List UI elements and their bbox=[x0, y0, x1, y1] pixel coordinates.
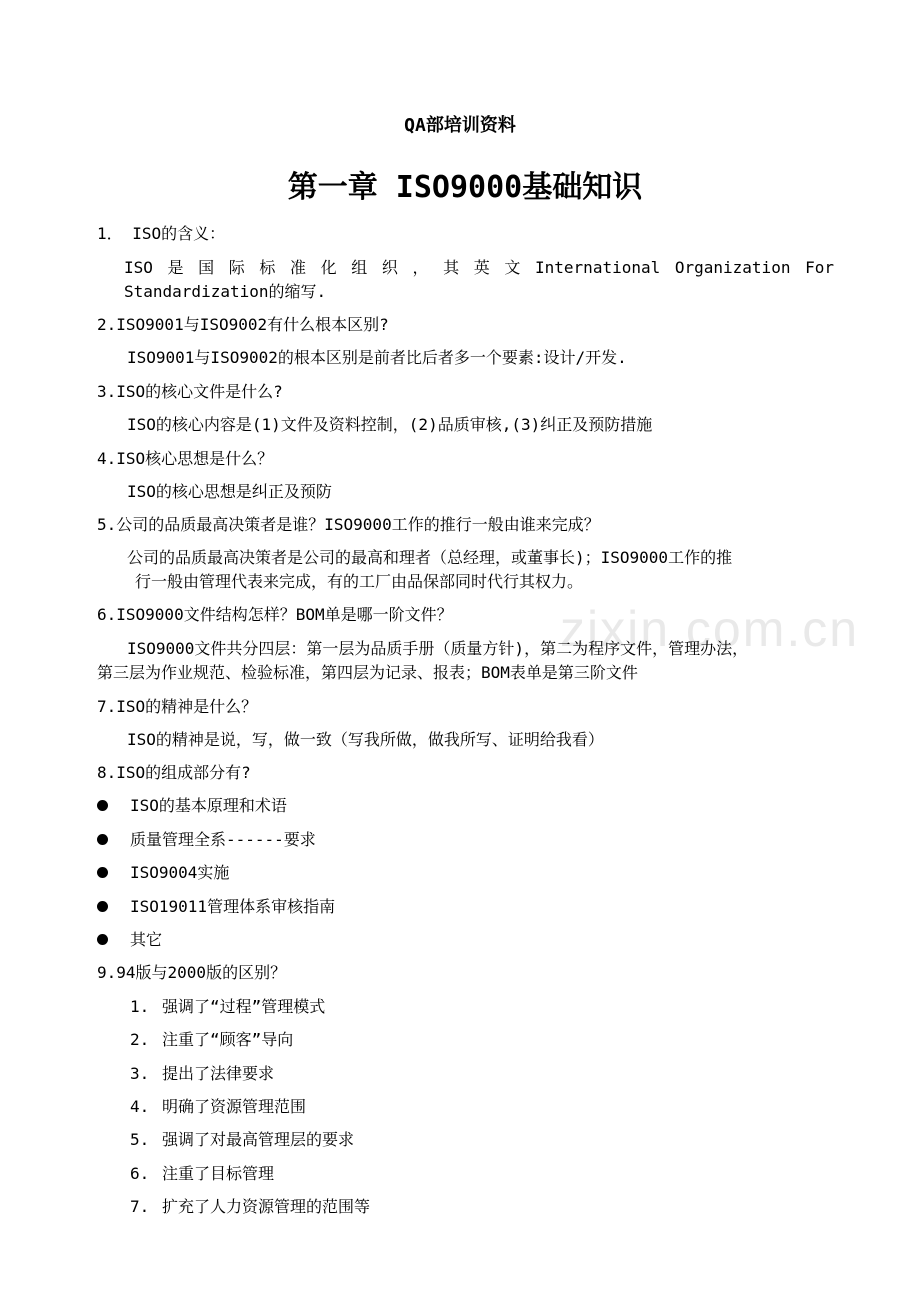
list-number: 1. bbox=[130, 997, 150, 1016]
answer-1-word: Organization bbox=[674, 258, 791, 277]
list-item: 其它 bbox=[130, 930, 163, 949]
answer-1-word: 标 bbox=[259, 258, 276, 277]
answer-6-line-1: ISO9000文件共分四层：第一层为品质手册（质量方针)，第二为程序文件，管理办法， bbox=[127, 639, 749, 658]
question-9: 9.94版与2000版的区别？ bbox=[97, 963, 287, 982]
question-2: 2.ISO9001与ISO9002有什么根本区别? bbox=[97, 315, 389, 334]
list-item: 扩充了人力资源管理的范围等 bbox=[162, 1197, 371, 1216]
question-7: 7.ISO的精神是什么？ bbox=[97, 697, 258, 716]
list-item: 提出了法律要求 bbox=[162, 1064, 275, 1083]
answer-2: ISO9001与ISO9002的根本区别是前者比后者多一个要素:设计/开发. bbox=[127, 348, 627, 367]
list-item: ISO9004实施 bbox=[130, 863, 230, 882]
answer-4: ISO的核心思想是纠正及预防 bbox=[127, 482, 332, 501]
answer-1-word: ISO bbox=[124, 258, 153, 277]
bullet-icon bbox=[97, 934, 108, 945]
answer-1-word: 化 bbox=[320, 258, 337, 277]
answer-7: ISO的精神是说，写，做一致（写我所做，做我所写、证明给我看） bbox=[127, 730, 604, 749]
list-item: ISO的基本原理和术语 bbox=[130, 796, 287, 815]
bullet-icon bbox=[97, 867, 108, 878]
list-number: 5. bbox=[130, 1130, 150, 1149]
answer-1-word: 英 bbox=[473, 258, 490, 277]
answer-3: ISO的核心内容是(1)文件及资料控制，(2)品质审核,(3)纠正及预防措施 bbox=[127, 415, 653, 434]
answer-6-line-2: 第三层为作业规范、检验标准，第四层为记录、报表；BOM表单是第三阶文件 bbox=[97, 663, 638, 682]
list-item: 注重了目标管理 bbox=[162, 1164, 275, 1183]
list-item: 强调了“过程”管理模式 bbox=[162, 997, 326, 1016]
answer-1-word: 组 bbox=[351, 258, 368, 277]
doc-subtitle: QA部培训资料 bbox=[404, 115, 516, 136]
answer-1-word: 文 bbox=[504, 258, 521, 277]
question-8: 8.ISO的组成部分有? bbox=[97, 763, 251, 782]
list-number: 6. bbox=[130, 1164, 150, 1183]
bullet-icon bbox=[97, 901, 108, 912]
answer-1-line-2: Standardization的缩写. bbox=[124, 282, 327, 301]
answer-1-word: 其 bbox=[443, 258, 460, 277]
list-number: 2. bbox=[130, 1030, 150, 1049]
chapter-title: 第一章 ISO9000基础知识 bbox=[287, 170, 643, 205]
answer-1-line-1 bbox=[124, 258, 834, 278]
question-4: 4.ISO核心思想是什么？ bbox=[97, 449, 274, 468]
question-3: 3.ISO的核心文件是什么? bbox=[97, 382, 283, 401]
list-item: ISO19011管理体系审核指南 bbox=[130, 897, 336, 916]
answer-5-line-2: 行一般由管理代表来完成，有的工厂由品保部同时代行其权力。 bbox=[135, 572, 584, 591]
answer-1-word: 国 bbox=[198, 258, 215, 277]
watermark: zixin.com.cn bbox=[560, 601, 860, 657]
list-number: 7. bbox=[130, 1197, 150, 1216]
question-6: 6.ISO9000文件结构怎样？BOM单是哪一阶文件？ bbox=[97, 605, 453, 624]
question-1: 1． ISO的含义： bbox=[97, 224, 226, 243]
answer-1-word: 际 bbox=[228, 258, 245, 277]
question-5: 5.公司的品质最高决策者是谁？ISO9000工作的推行一般由谁来完成？ bbox=[97, 515, 600, 534]
answer-1-word: 织 bbox=[381, 258, 398, 277]
list-item: 强调了对最高管理层的要求 bbox=[162, 1130, 355, 1149]
list-item: 质量管理全系------要求 bbox=[130, 830, 316, 849]
answer-1-word: ， bbox=[412, 258, 429, 277]
bullet-icon bbox=[97, 800, 108, 811]
list-number: 4. bbox=[130, 1097, 150, 1116]
answer-1-word: 是 bbox=[167, 258, 184, 277]
answer-1-word: For bbox=[805, 258, 834, 277]
answer-5-line-1: 公司的品质最高决策者是公司的最高和理者（总经理，或董事长)；ISO9000工作的推 bbox=[127, 548, 733, 567]
list-item: 注重了“顾客”导向 bbox=[162, 1030, 294, 1049]
list-number: 3. bbox=[130, 1064, 150, 1083]
list-item: 明确了资源管理范围 bbox=[162, 1097, 307, 1116]
answer-1-word: International bbox=[535, 258, 661, 277]
answer-1-word: 准 bbox=[290, 258, 307, 277]
bullet-icon bbox=[97, 834, 108, 845]
